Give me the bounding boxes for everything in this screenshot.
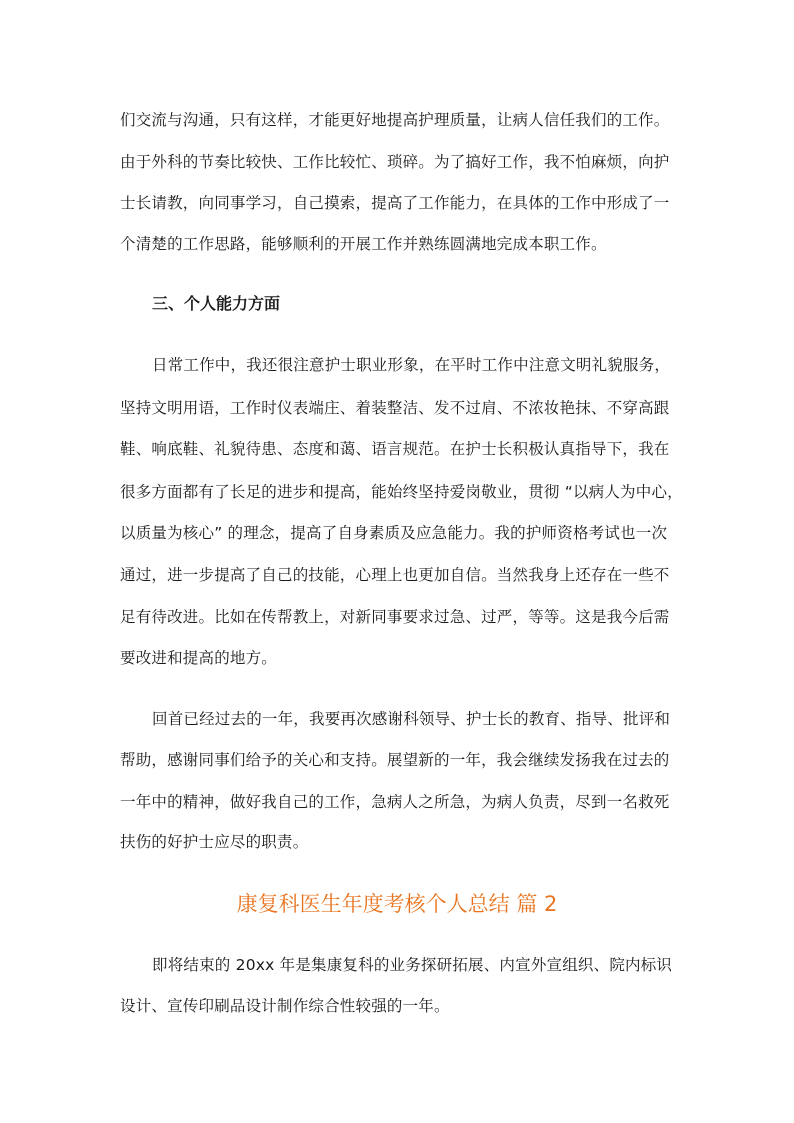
paragraph-line: 要改进和提高的地方。 (120, 649, 278, 667)
paragraph-line: 们交流与沟通，只有这样，才能更好地提高护理质量，让病人信任我们的工作。 (120, 111, 670, 129)
paragraph-line: 很多方面都有了长足的进步和提高，能始终坚持爱岗敬业，贯彻 “以病人为中心， (120, 483, 683, 501)
paragraph-line: 士长请教，向同事学习，自己摸索，提高了工作能力，在具体的工作中形成了一 (120, 194, 670, 212)
paragraph-line: 日常工作中，我还很注意护士职业形象，在平时工作中注意文明礼貌服务， (152, 356, 671, 374)
paragraph-line: 足有待改进。比如在传帮教上，对新同事要求过急、过严，等等。这是我今后需 (120, 608, 670, 626)
paragraph-line: 一年中的精神，做好我自己的工作，急病人之所急，为病人负责，尽到一名救死 (120, 793, 670, 811)
paragraph-line: 以质量为核心” 的理念，提高了自身素质及应急能力。我的护师资格考试也一次 (120, 524, 668, 542)
section-heading: 三、个人能力方面 (152, 294, 281, 313)
paragraph-line: 由于外科的节奏比较快、工作比较忙、琐碎。为了搞好工作，我不怕麻烦，向护 (120, 153, 670, 171)
paragraph-line: 鞋、响底鞋、礼貌待患、态度和蔼、语言规范。在护士长积极认真指导下，我在 (120, 440, 670, 458)
paragraph-line: 回首已经过去的一年，我要再次感谢科领导、护士长的教育、指导、批评和 (152, 710, 671, 728)
paragraph-line: 个清楚的工作思路，能够顺利的开展工作并熟练圆满地完成本职工作。 (120, 235, 607, 253)
paragraph-line: 帮助，感谢同事们给予的关心和支持。展望新的一年，我会继续发扬我在过去的 (120, 751, 670, 769)
paragraph-line: 设计、宣传印刷品设计制作综合性较强的一年。 (120, 997, 450, 1015)
paragraph-line: 坚持文明用语，工作时仪表端庄、着装整洁、发不过肩、不浓妆艳抹、不穿高跟 (120, 399, 670, 417)
paragraph-line: 通过，进一步提高了自己的技能，心理上也更加自信。当然我身上还存在一些不 (120, 566, 670, 584)
article-title: 康复科医生年度考核个人总结 篇 2 (236, 892, 558, 916)
paragraph-line: 即将结束的 20xx 年是集康复科的业务探研拓展、内宣外宣组织、院内标识 (152, 956, 673, 974)
paragraph-line: 扶伤的好护士应尽的职责。 (120, 833, 309, 851)
